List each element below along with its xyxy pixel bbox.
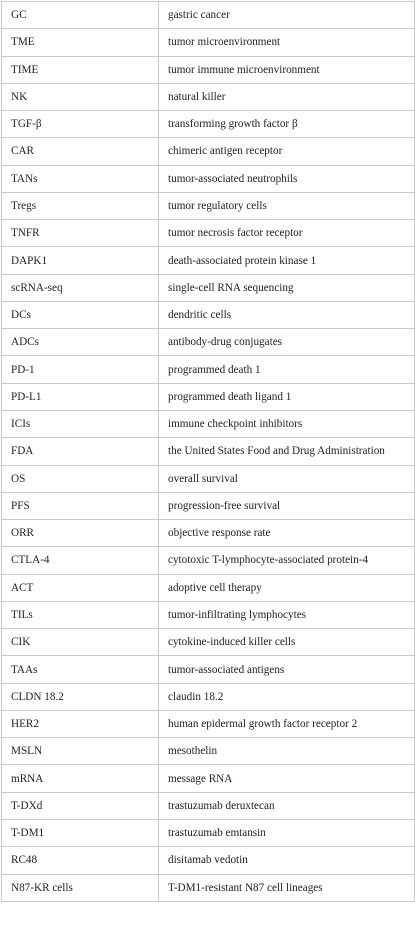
abbreviation-cell: TIME (2, 56, 159, 83)
abbreviation-cell: TNFR (2, 220, 159, 247)
definition-cell: adoptive cell therapy (159, 574, 415, 601)
table-row (2, 329, 415, 356)
abbreviation-cell: CLDN 18.2 (2, 683, 159, 710)
abbreviation-cell: TGF-β (2, 111, 159, 138)
abbreviations-table-container (1, 1, 414, 902)
abbreviation-cell: TME (2, 29, 159, 56)
definition-cell: trastuzumab emtansin (159, 819, 415, 846)
abbreviation-cell: GC (2, 2, 159, 29)
definition-cell: chimeric antigen receptor (159, 138, 415, 165)
definition-cell: tumor microenvironment (159, 29, 415, 56)
definition-cell: programmed death 1 (159, 356, 415, 383)
definition-cell: disitamab vedotin (159, 847, 415, 874)
definition-cell: programmed death ligand 1 (159, 383, 415, 410)
table-row (2, 792, 415, 819)
table-row (2, 492, 415, 519)
table-row (2, 29, 415, 56)
table-row (2, 601, 415, 628)
abbreviation-cell: FDA (2, 438, 159, 465)
definition-cell: immune checkpoint inhibitors (159, 410, 415, 437)
table-row (2, 301, 415, 328)
table-row (2, 465, 415, 492)
abbreviation-cell: TANs (2, 165, 159, 192)
definition-cell: trastuzumab deruxtecan (159, 792, 415, 819)
definition-cell: tumor regulatory cells (159, 192, 415, 219)
definition-cell: tumor-infiltrating lymphocytes (159, 601, 415, 628)
abbreviation-cell: MSLN (2, 738, 159, 765)
table-row (2, 83, 415, 110)
abbreviation-cell: Tregs (2, 192, 159, 219)
abbreviation-cell: TAAs (2, 656, 159, 683)
table-row (2, 683, 415, 710)
abbreviations-table (1, 1, 415, 902)
abbreviation-cell: DCs (2, 301, 159, 328)
table-row (2, 111, 415, 138)
abbreviation-cell: ICIs (2, 410, 159, 437)
abbreviation-cell: CAR (2, 138, 159, 165)
table-row (2, 738, 415, 765)
abbreviation-cell: PD-1 (2, 356, 159, 383)
definition-cell: cytokine-induced killer cells (159, 629, 415, 656)
definition-cell: cytotoxic T-lymphocyte-associated protein-4 (159, 547, 415, 574)
table-row (2, 247, 415, 274)
abbreviation-cell: CTLA-4 (2, 547, 159, 574)
table-row (2, 847, 415, 874)
table-row (2, 547, 415, 574)
abbreviations-table-body (2, 2, 415, 902)
definition-cell: death-associated protein kinase 1 (159, 247, 415, 274)
definition-cell: tumor necrosis factor receptor (159, 220, 415, 247)
abbreviation-cell: PD-L1 (2, 383, 159, 410)
definition-cell: antibody-drug conjugates (159, 329, 415, 356)
table-row (2, 629, 415, 656)
table-row (2, 874, 415, 901)
definition-cell: dendritic cells (159, 301, 415, 328)
abbreviation-cell: NK (2, 83, 159, 110)
abbreviation-cell: ORR (2, 520, 159, 547)
definition-cell: overall survival (159, 465, 415, 492)
abbreviation-cell: mRNA (2, 765, 159, 792)
definition-cell: transforming growth factor β (159, 111, 415, 138)
definition-cell: gastric cancer (159, 2, 415, 29)
table-row (2, 520, 415, 547)
abbreviation-cell: OS (2, 465, 159, 492)
definition-cell: objective response rate (159, 520, 415, 547)
abbreviation-cell: ACT (2, 574, 159, 601)
table-row (2, 56, 415, 83)
abbreviation-cell: DAPK1 (2, 247, 159, 274)
table-row (2, 356, 415, 383)
definition-cell: the United States Food and Drug Administration (159, 438, 415, 465)
abbreviation-cell: CIK (2, 629, 159, 656)
abbreviation-cell: ADCs (2, 329, 159, 356)
table-row (2, 410, 415, 437)
table-row (2, 656, 415, 683)
definition-cell: tumor-associated antigens (159, 656, 415, 683)
definition-cell: natural killer (159, 83, 415, 110)
table-row (2, 438, 415, 465)
abbreviation-cell: scRNA-seq (2, 274, 159, 301)
definition-cell: human epidermal growth factor receptor 2 (159, 710, 415, 737)
table-row (2, 220, 415, 247)
table-row (2, 383, 415, 410)
table-row (2, 710, 415, 737)
definition-cell: progression-free survival (159, 492, 415, 519)
definition-cell: tumor immune microenvironment (159, 56, 415, 83)
abbreviation-cell: T-DXd (2, 792, 159, 819)
abbreviation-cell: T-DM1 (2, 819, 159, 846)
definition-cell: tumor-associated neutrophils (159, 165, 415, 192)
table-row (2, 765, 415, 792)
table-row (2, 192, 415, 219)
table-row (2, 274, 415, 301)
table-row (2, 819, 415, 846)
definition-cell: message RNA (159, 765, 415, 792)
definition-cell: T-DM1-resistant N87 cell lineages (159, 874, 415, 901)
abbreviation-cell: PFS (2, 492, 159, 519)
definition-cell: claudin 18.2 (159, 683, 415, 710)
table-row (2, 2, 415, 29)
abbreviation-cell: HER2 (2, 710, 159, 737)
abbreviation-cell: TILs (2, 601, 159, 628)
definition-cell: single-cell RNA sequencing (159, 274, 415, 301)
table-row (2, 138, 415, 165)
table-row (2, 574, 415, 601)
abbreviation-cell: N87-KR cells (2, 874, 159, 901)
definition-cell: mesothelin (159, 738, 415, 765)
abbreviation-cell: RC48 (2, 847, 159, 874)
table-row (2, 165, 415, 192)
